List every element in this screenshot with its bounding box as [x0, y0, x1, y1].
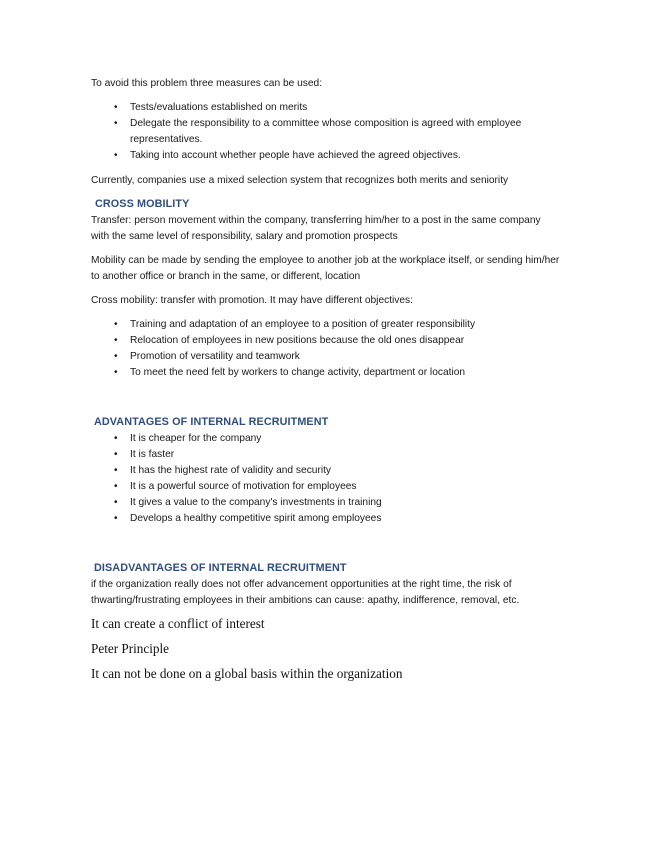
bullet-icon: • — [114, 367, 118, 378]
transfer-paragraph: Transfer: person movement within the company, transferring him/her to a post in the same company with the same level of responsibility, salary and promotion prospects — [91, 215, 541, 242]
list-item: • It is a powerful source of motivation for employees — [0, 479, 560, 495]
measures-list — [0, 100, 655, 164]
list-item: • It is faster — [0, 447, 560, 463]
bullet-icon: • — [114, 497, 118, 508]
list-item: • Training and adaptation of an employee to a position of greater responsibility — [0, 317, 560, 333]
advantages-list — [0, 431, 655, 527]
bullet-icon: • — [114, 335, 118, 346]
list-item: • It gives a value to the company's investments in training — [0, 495, 560, 511]
bullet-icon: • — [114, 319, 118, 330]
bullet-icon: • — [114, 150, 118, 161]
list-item: • Develops a healthy competitive spirit among employees — [0, 511, 560, 527]
bullet-icon: • — [114, 465, 118, 476]
disadvantage-point: Peter Principle — [91, 641, 170, 656]
disadvantages-paragraph: if the organization really does not offer advancement opportunities at the right time, the risk of thwarting/frustrating employees in their ambitions can cause: apathy, indifference, removal, etc. — [91, 579, 520, 606]
list-item: • Delegate the responsibility to a committee whose composition is agreed with employee representatives. — [114, 118, 522, 145]
objectives-list — [0, 317, 655, 381]
list-item: • Tests/evaluations established on merits — [0, 100, 560, 116]
list-item: • It is cheaper for the company — [0, 431, 560, 447]
mixed-system-paragraph: Currently, companies use a mixed selection system that recognizes both merits and seniority — [91, 175, 509, 186]
bullet-icon: • — [114, 118, 118, 129]
bullet-icon: • — [114, 513, 118, 524]
intro-paragraph: To avoid this problem three measures can be used: — [91, 78, 323, 89]
mobility-paragraph: Mobility can be made by sending the employee to another job at the workplace itself, or sending him/her to another office or branch in the same, or different, location — [91, 255, 560, 282]
bullet-icon: • — [114, 102, 118, 113]
cross-mobility-heading: CROSS MOBILITY — [95, 198, 190, 210]
list-item: • Relocation of employees in new positions because the old ones disappear — [0, 333, 560, 349]
list-item: • It has the highest rate of validity and security — [0, 463, 560, 479]
list-item: • Taking into account whether people have achieved the agreed objectives. — [0, 148, 560, 164]
bullet-icon: • — [114, 351, 118, 362]
advantages-heading: ADVANTAGES OF INTERNAL RECRUITMENT — [94, 416, 329, 428]
bullet-icon: • — [114, 433, 118, 444]
disadvantages-heading: DISADVANTAGES OF INTERNAL RECRUITMENT — [94, 562, 347, 574]
list-item: • To meet the need felt by workers to change activity, department or location — [0, 365, 560, 381]
bullet-icon: • — [114, 481, 118, 492]
disadvantage-point: It can create a conflict of interest — [91, 616, 265, 631]
bullet-icon: • — [114, 449, 118, 460]
disadvantage-point: It can not be done on a global basis within the organization — [91, 666, 403, 681]
promotion-intro-paragraph: Cross mobility: transfer with promotion. It may have different objectives: — [91, 295, 413, 306]
list-item: • Promotion of versatility and teamwork — [0, 349, 560, 365]
